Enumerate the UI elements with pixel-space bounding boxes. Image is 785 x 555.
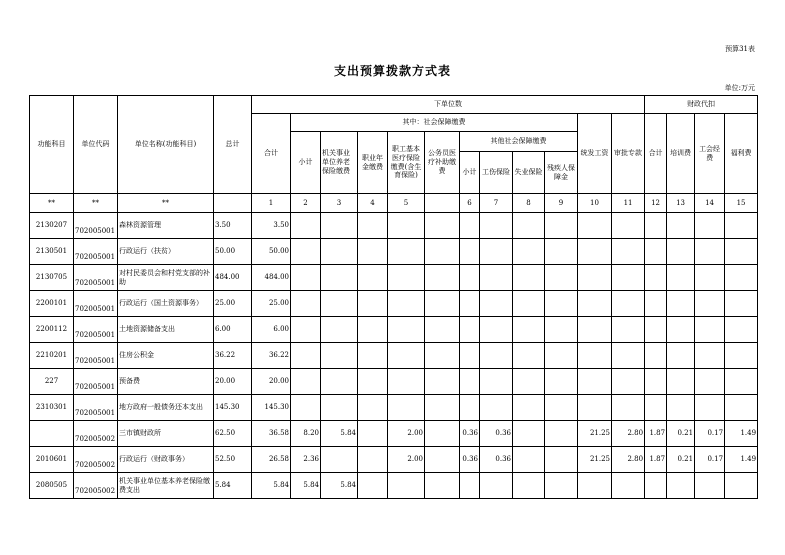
cell-c14 [695, 213, 725, 239]
cell-c14 [695, 473, 725, 499]
cell-code: 702005002 [74, 473, 118, 499]
cell-name: 森林资源管理 [118, 213, 214, 239]
cell-c5b [425, 421, 460, 447]
cell-c12 [645, 395, 667, 421]
cell-c7 [480, 265, 513, 291]
column-index-cell: 9 [545, 194, 578, 213]
cell-c9 [545, 473, 578, 499]
column-index-cell: 2 [291, 194, 321, 213]
cell-c13 [667, 473, 695, 499]
cell-c11: 2.80 [612, 421, 645, 447]
cell-c3 [321, 291, 358, 317]
cell-code: 702005001 [74, 265, 118, 291]
header-special-funds: 审批专款 [612, 114, 645, 194]
cell-c3 [321, 343, 358, 369]
cell-c10: 21.25 [578, 447, 612, 473]
cell-code: 702005002 [74, 421, 118, 447]
cell-c4 [358, 265, 388, 291]
cell-c5b [425, 291, 460, 317]
cell-c2 [291, 291, 321, 317]
column-index-cell [214, 194, 252, 213]
cell-func: 2130207 [30, 213, 74, 239]
cell-c7: 0.36 [480, 447, 513, 473]
cell-c13: 0.21 [667, 447, 695, 473]
column-index-cell: 5 [388, 194, 425, 213]
cell-c8 [513, 447, 545, 473]
cell-func: 2200112 [30, 317, 74, 343]
column-index-cell: ** [74, 194, 118, 213]
cell-c5 [388, 239, 425, 265]
cell-c6 [460, 369, 480, 395]
cell-c11 [612, 265, 645, 291]
header-total: 总计 [214, 96, 252, 194]
cell-c4 [358, 447, 388, 473]
cell-c2 [291, 239, 321, 265]
cell-c14 [695, 291, 725, 317]
cell-c11 [612, 213, 645, 239]
cell-c12 [645, 369, 667, 395]
cell-c3: 5.84 [321, 421, 358, 447]
cell-c6: 0.36 [460, 421, 480, 447]
cell-c12 [645, 343, 667, 369]
column-index-cell [425, 194, 460, 213]
cell-c10 [578, 265, 612, 291]
cell-c2 [291, 369, 321, 395]
cell-c10 [578, 395, 612, 421]
header-wages: 统发工资 [578, 114, 612, 194]
cell-c8 [513, 369, 545, 395]
unit-label: 单位:万元 [724, 84, 755, 92]
cell-c2 [291, 317, 321, 343]
cell-c11 [612, 473, 645, 499]
cell-func [30, 421, 74, 447]
cell-c10 [578, 473, 612, 499]
cell-c14 [695, 317, 725, 343]
cell-c4 [358, 317, 388, 343]
cell-c10 [578, 369, 612, 395]
cell-c4 [358, 343, 388, 369]
cell-c9 [545, 343, 578, 369]
column-index-cell: 3 [321, 194, 358, 213]
cell-c3 [321, 265, 358, 291]
cell-c13 [667, 395, 695, 421]
cell-c13 [667, 239, 695, 265]
cell-c8 [513, 213, 545, 239]
cell-c4 [358, 473, 388, 499]
header-social-subtotal: 小计 [291, 132, 321, 194]
cell-c10 [578, 213, 612, 239]
cell-name: 住房公积金 [118, 343, 214, 369]
cell-c5 [388, 291, 425, 317]
cell-c6 [460, 265, 480, 291]
cell-c8 [513, 317, 545, 343]
cell-c2: 5.84 [291, 473, 321, 499]
header-other-social: 其他社会保障缴费 [460, 132, 578, 152]
cell-c1: 50.00 [252, 239, 291, 265]
table-row [30, 239, 758, 265]
cell-c5 [388, 395, 425, 421]
cell-name: 对村民委员会和村党支部的补助 [118, 265, 214, 291]
table-row [30, 473, 758, 499]
cell-c11 [612, 343, 645, 369]
header-civil-medical: 公务员医疗补助缴费 [425, 132, 460, 194]
cell-c15 [725, 317, 758, 343]
cell-total: 6.00 [214, 317, 252, 343]
cell-c5 [388, 317, 425, 343]
column-index-cell: 1 [252, 194, 291, 213]
cell-c11: 2.80 [612, 447, 645, 473]
cell-func: 2310301 [30, 395, 74, 421]
cell-c12 [645, 473, 667, 499]
cell-total: 25.00 [214, 291, 252, 317]
cell-c5b [425, 213, 460, 239]
table-row [30, 447, 758, 473]
cell-c7 [480, 213, 513, 239]
header-welfare: 福利费 [725, 114, 758, 194]
cell-code: 702005002 [74, 447, 118, 473]
cell-c1: 20.00 [252, 369, 291, 395]
cell-c14 [695, 265, 725, 291]
cell-name: 行政运行（扶贫） [118, 239, 214, 265]
header-lower-units: 下单位数 [252, 96, 645, 114]
table-row [30, 395, 758, 421]
cell-name: 预备费 [118, 369, 214, 395]
cell-c15 [725, 265, 758, 291]
form-number: 预算31表 [725, 45, 755, 53]
column-index-cell: 8 [513, 194, 545, 213]
header-union: 工会经费 [695, 114, 725, 194]
cell-c12 [645, 265, 667, 291]
cell-c1: 26.58 [252, 447, 291, 473]
cell-c9 [545, 369, 578, 395]
cell-func: 2130705 [30, 265, 74, 291]
cell-c1: 6.00 [252, 317, 291, 343]
cell-c5b [425, 395, 460, 421]
cell-c1: 3.50 [252, 213, 291, 239]
cell-code: 702005001 [74, 291, 118, 317]
cell-c13 [667, 265, 695, 291]
cell-name: 机关事业单位基本养老保险缴费支出 [118, 473, 214, 499]
cell-c1: 36.58 [252, 421, 291, 447]
budget-table [29, 95, 758, 499]
cell-func: 2080505 [30, 473, 74, 499]
table-row [30, 369, 758, 395]
cell-c3 [321, 317, 358, 343]
cell-c5b [425, 239, 460, 265]
cell-c3 [321, 395, 358, 421]
page-title: 支出预算拨款方式表 [333, 64, 451, 78]
cell-c4 [358, 239, 388, 265]
cell-c13 [667, 291, 695, 317]
cell-func: 227 [30, 369, 74, 395]
column-index-row [30, 194, 758, 213]
cell-total: 62.50 [214, 421, 252, 447]
cell-c5 [388, 265, 425, 291]
cell-c5: 2.00 [388, 447, 425, 473]
cell-c15 [725, 343, 758, 369]
cell-name: 土地资源储备支出 [118, 317, 214, 343]
cell-c9 [545, 213, 578, 239]
cell-name: 行政运行（国土资源事务） [118, 291, 214, 317]
cell-c4 [358, 369, 388, 395]
column-index-cell: 11 [612, 194, 645, 213]
column-index-cell: 6 [460, 194, 480, 213]
cell-c10: 21.25 [578, 421, 612, 447]
cell-c15 [725, 213, 758, 239]
header-pension: 机关事业单位养老保险缴费 [321, 132, 358, 194]
table-row [30, 291, 758, 317]
header-unit-code: 单位代码 [74, 96, 118, 194]
cell-c7 [480, 473, 513, 499]
cell-c2: 2.36 [291, 447, 321, 473]
cell-c10 [578, 291, 612, 317]
cell-c12: 1.87 [645, 447, 667, 473]
header-other-subtotal: 小计 [460, 152, 480, 194]
cell-c11 [612, 291, 645, 317]
table-row [30, 421, 758, 447]
cell-c5b [425, 473, 460, 499]
cell-c6 [460, 291, 480, 317]
cell-c15 [725, 395, 758, 421]
cell-c11 [612, 239, 645, 265]
cell-c10 [578, 317, 612, 343]
cell-c4 [358, 395, 388, 421]
cell-c14: 0.17 [695, 447, 725, 473]
cell-total: 484.00 [214, 265, 252, 291]
cell-c12 [645, 239, 667, 265]
cell-c3 [321, 447, 358, 473]
cell-c13 [667, 369, 695, 395]
cell-c5 [388, 473, 425, 499]
cell-c2 [291, 265, 321, 291]
cell-c14: 0.17 [695, 421, 725, 447]
cell-c9 [545, 421, 578, 447]
cell-c9 [545, 239, 578, 265]
cell-c14 [695, 239, 725, 265]
cell-code: 702005001 [74, 239, 118, 265]
cell-code: 702005001 [74, 395, 118, 421]
header-injury: 工伤保险 [480, 152, 513, 194]
cell-c12 [645, 291, 667, 317]
column-index-cell: 15 [725, 194, 758, 213]
cell-func: 2130501 [30, 239, 74, 265]
cell-c1: 484.00 [252, 265, 291, 291]
cell-c7: 0.36 [480, 421, 513, 447]
cell-total: 3.50 [214, 213, 252, 239]
header-func-subject: 功能科目 [30, 96, 74, 194]
header-fiscal-withholding: 财政代扣 [645, 96, 758, 114]
cell-c13 [667, 317, 695, 343]
cell-code: 702005001 [74, 317, 118, 343]
cell-c3 [321, 239, 358, 265]
cell-c2: 8.20 [291, 421, 321, 447]
cell-c6 [460, 343, 480, 369]
header-lower-subtotal: 合计 [252, 114, 291, 194]
header-social-security: 其中：社会保障缴费 [291, 114, 578, 132]
cell-c15: 1.49 [725, 421, 758, 447]
cell-c15: 1.49 [725, 447, 758, 473]
cell-c1: 36.22 [252, 343, 291, 369]
cell-c8 [513, 343, 545, 369]
cell-c3 [321, 369, 358, 395]
cell-code: 702005001 [74, 213, 118, 239]
header-training: 培训费 [667, 114, 695, 194]
column-index-cell: 14 [695, 194, 725, 213]
cell-c7 [480, 369, 513, 395]
cell-func: 2010601 [30, 447, 74, 473]
cell-c7 [480, 395, 513, 421]
header-disability: 残疾人保障金 [545, 152, 578, 194]
cell-total: 50.00 [214, 239, 252, 265]
cell-c5: 2.00 [388, 421, 425, 447]
cell-c9 [545, 447, 578, 473]
cell-c13 [667, 343, 695, 369]
cell-name: 地方政府一般债务还本支出 [118, 395, 214, 421]
cell-total: 36.22 [214, 343, 252, 369]
column-index-cell: 4 [358, 194, 388, 213]
cell-c11 [612, 395, 645, 421]
cell-c2 [291, 213, 321, 239]
cell-c12: 1.87 [645, 421, 667, 447]
cell-c11 [612, 317, 645, 343]
table-row [30, 213, 758, 239]
cell-c6 [460, 213, 480, 239]
cell-c5 [388, 369, 425, 395]
header-annuity: 职业年金缴费 [358, 132, 388, 194]
column-index-cell: 10 [578, 194, 612, 213]
table-row [30, 343, 758, 369]
column-index-cell: ** [30, 194, 74, 213]
cell-c5b [425, 447, 460, 473]
table-row [30, 317, 758, 343]
cell-c3: 5.84 [321, 473, 358, 499]
cell-c5b [425, 265, 460, 291]
cell-c13 [667, 213, 695, 239]
cell-c6 [460, 239, 480, 265]
cell-c7 [480, 291, 513, 317]
cell-c14 [695, 395, 725, 421]
cell-c12 [645, 213, 667, 239]
cell-c1: 25.00 [252, 291, 291, 317]
cell-func: 2210201 [30, 343, 74, 369]
column-index-cell: 12 [645, 194, 667, 213]
cell-c15 [725, 239, 758, 265]
cell-c8 [513, 395, 545, 421]
cell-c9 [545, 317, 578, 343]
column-index-cell: 13 [667, 194, 695, 213]
cell-c11 [612, 369, 645, 395]
cell-code: 702005001 [74, 343, 118, 369]
cell-c7 [480, 343, 513, 369]
cell-c2 [291, 343, 321, 369]
cell-total: 145.30 [214, 395, 252, 421]
cell-c5b [425, 343, 460, 369]
cell-c14 [695, 369, 725, 395]
cell-total: 5.84 [214, 473, 252, 499]
cell-c9 [545, 291, 578, 317]
column-index-cell: ** [118, 194, 214, 213]
cell-c13: 0.21 [667, 421, 695, 447]
header-unemployment: 失业保险 [513, 152, 545, 194]
cell-c4 [358, 291, 388, 317]
cell-c6 [460, 317, 480, 343]
cell-c8 [513, 291, 545, 317]
cell-c15 [725, 473, 758, 499]
cell-c9 [545, 265, 578, 291]
cell-c8 [513, 239, 545, 265]
cell-c4 [358, 213, 388, 239]
column-index-cell: 7 [480, 194, 513, 213]
cell-total: 52.50 [214, 447, 252, 473]
cell-c3 [321, 213, 358, 239]
cell-c8 [513, 265, 545, 291]
cell-c15 [725, 291, 758, 317]
cell-c5b [425, 317, 460, 343]
cell-name: 三市镇财政所 [118, 421, 214, 447]
cell-c5 [388, 343, 425, 369]
cell-c12 [645, 317, 667, 343]
cell-c5 [388, 213, 425, 239]
cell-name: 行政运行（财政事务） [118, 447, 214, 473]
cell-c6: 0.36 [460, 447, 480, 473]
cell-c5b [425, 369, 460, 395]
table-row [30, 265, 758, 291]
cell-c4 [358, 421, 388, 447]
cell-c15 [725, 369, 758, 395]
cell-c1: 5.84 [252, 473, 291, 499]
cell-code: 702005001 [74, 369, 118, 395]
cell-c8 [513, 473, 545, 499]
cell-c14 [695, 343, 725, 369]
cell-total: 20.00 [214, 369, 252, 395]
cell-c2 [291, 395, 321, 421]
cell-c7 [480, 239, 513, 265]
cell-c6 [460, 473, 480, 499]
cell-c10 [578, 343, 612, 369]
cell-func: 2200101 [30, 291, 74, 317]
cell-c10 [578, 239, 612, 265]
cell-c1: 145.30 [252, 395, 291, 421]
cell-c6 [460, 395, 480, 421]
cell-c7 [480, 317, 513, 343]
header-medical: 职工基本医疗保险缴费(含生育保险) [388, 132, 425, 194]
header-fiscal-total: 合计 [645, 114, 667, 194]
cell-c8 [513, 421, 545, 447]
header-unit-name: 单位名称(功能科目) [118, 96, 214, 194]
cell-c9 [545, 395, 578, 421]
